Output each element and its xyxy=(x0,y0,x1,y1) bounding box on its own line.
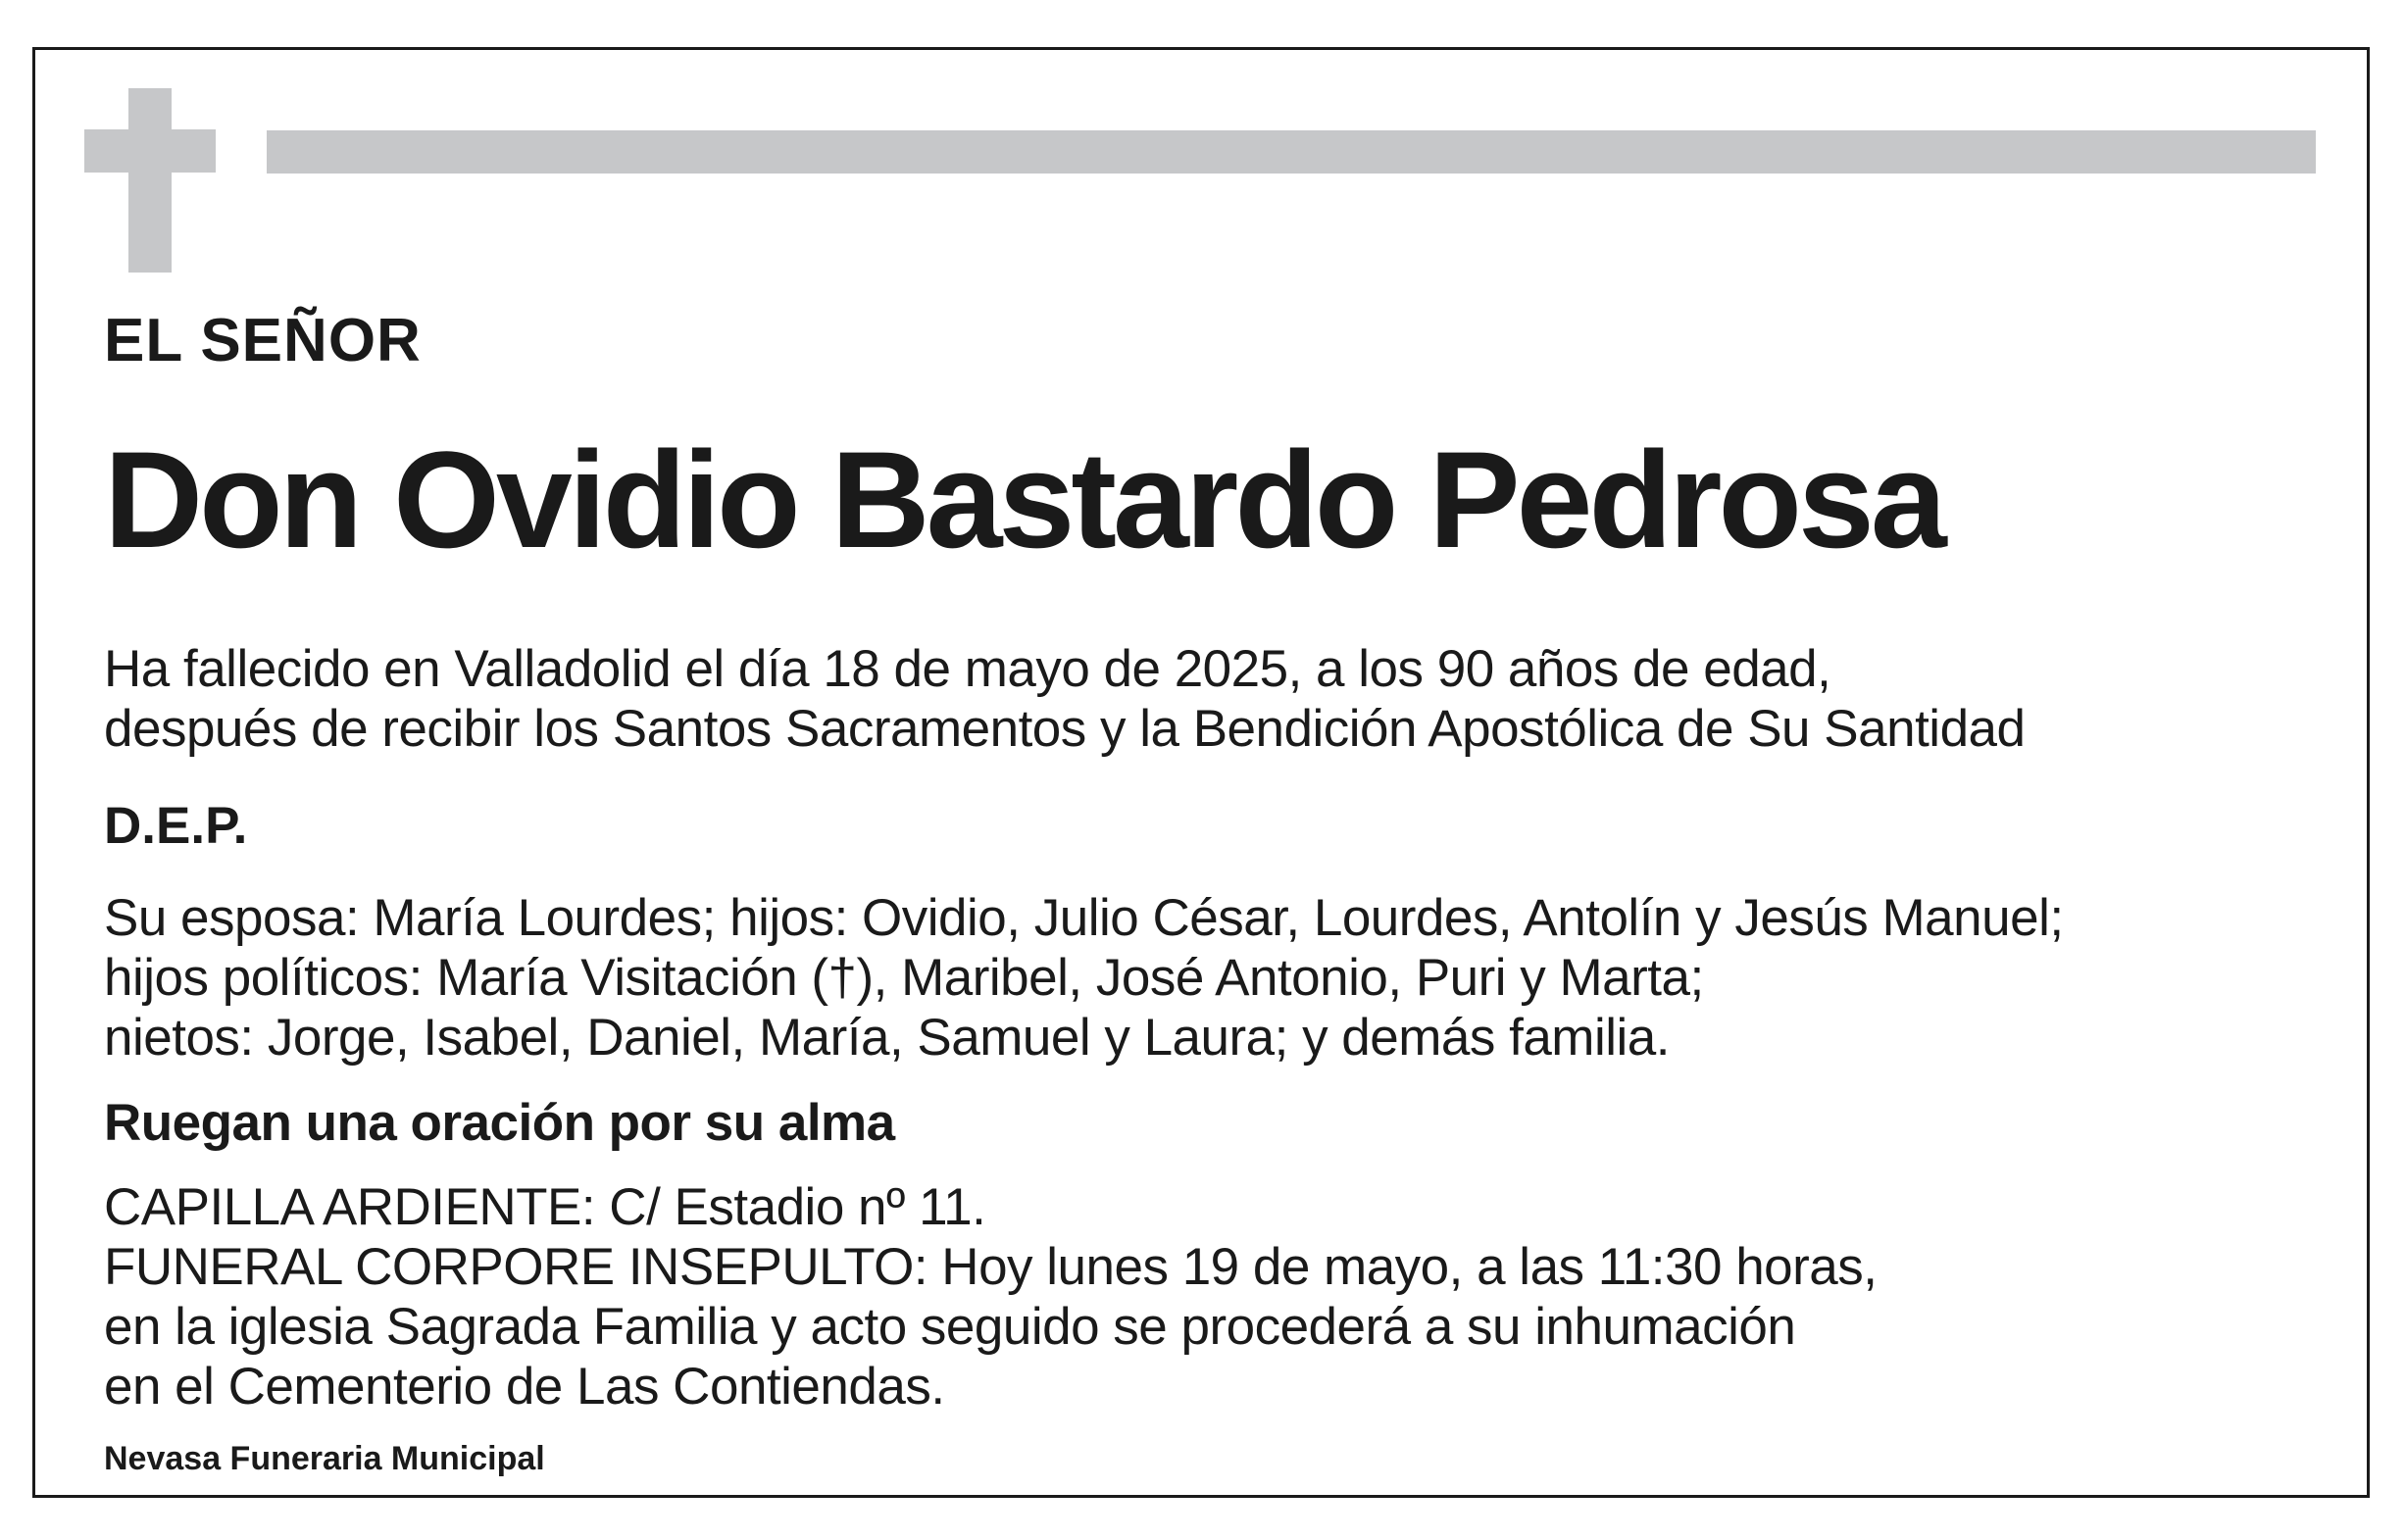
services-info xyxy=(104,1177,1878,1416)
dep-abbreviation: D.E.P. xyxy=(104,797,248,855)
services-line: en la iglesia Sagrada Familia y acto seguido se procederá a su inhumación xyxy=(104,1298,1796,1356)
cross-icon xyxy=(84,88,216,273)
cross-vertical-bar xyxy=(128,88,172,273)
honorific-title: EL SEÑOR xyxy=(104,307,422,374)
death-announcement-line: después de recibir los Santos Sacramentos y la Bendición Apostólica de Su Santidad xyxy=(104,700,2026,758)
funeral-home-name: Nevasa Funeraria Municipal xyxy=(104,1440,545,1477)
services-line: FUNERAL CORPORE INSEPULTO: Hoy lunes 19 de mayo, a las 11:30 horas, xyxy=(104,1238,1878,1296)
death-announcement xyxy=(104,639,2026,759)
cross-horizontal-bar xyxy=(84,129,216,173)
services-line: CAPILLA ARDIENTE: C/ Estadio nº 11. xyxy=(104,1178,986,1236)
header-rule xyxy=(267,130,2316,174)
death-announcement-line: Ha fallecido en Valladolid el día 18 de mayo de 2025, a los 90 años de edad, xyxy=(104,640,1831,698)
prayer-request: Ruegan una oración por su alma xyxy=(104,1094,895,1152)
family-list xyxy=(104,888,2064,1068)
deceased-name: Don Ovidio Bastardo Pedrosa xyxy=(104,422,1943,576)
family-line: nietos: Jorge, Isabel, Daniel, María, Samuel y Laura; y demás familia. xyxy=(104,1009,1670,1067)
family-line: hijos políticos: María Visitación (†), Maribel, José Antonio, Puri y Marta; xyxy=(104,949,1704,1007)
family-line: Su esposa: María Lourdes; hijos: Ovidio, Julio César, Lourdes, Antolín y Jesús Manuel; xyxy=(104,889,2064,947)
services-line: en el Cementerio de Las Contiendas. xyxy=(104,1358,945,1416)
